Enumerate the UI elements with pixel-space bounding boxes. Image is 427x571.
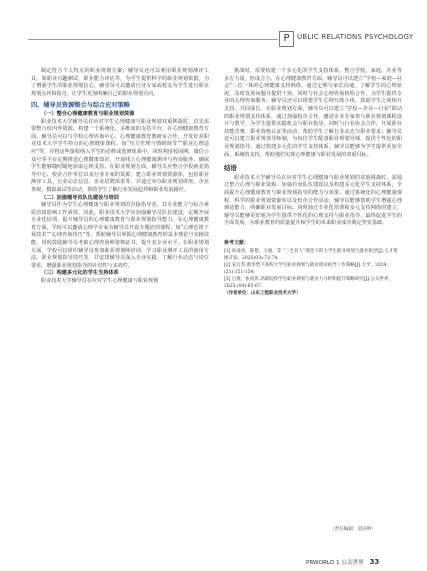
reference-item: [2] 安万苏.新形势下高校大学生职业规划与就业创业指导工作策略[J].大学，2024,(21):151-154. (224, 262, 388, 275)
responsible-editor: （责任编辑：袁田婷） (330, 527, 376, 532)
right-column (224, 68, 402, 297)
section-title: UBLIC RELATIONS PSYCHOLOGY (297, 33, 414, 41)
header-rule (28, 39, 278, 40)
reference-item: [3] 吕燕，张真真.高职院校学生职业规划与就业力分析和提升策略研究[J].公关世界，2025,(04):65-67. (224, 276, 393, 289)
page-number: 33 (369, 558, 380, 566)
subsection-heading: （二）加强辅导员队伍建设与培训 (41, 194, 119, 201)
section-heading: 四、辅导员资源整合与综合应对策略 (31, 102, 130, 110)
body-paragraph: 职业技术大学辅导员在应对学生心理健康与职业规划的双重挑战时，需通过整合心理与职业资源、加强自身队伍建设以及构建多元化学生支持体系，全面提升心理健康教育与职业规划指导的能力与效果。通过系统化的心理健康课程、科学的职业规划资源库以及校企合作活动，辅导员能够帮助学生增强心理调适能力、明确职业发展目标。同时通过专业化培训和多元支持网络的建立，辅导员能够更好地为学生提供个性化的心理支持与职业指导，最终促进学生的全面发展。为职业教育的质量提升和学生的未来职业成功奠定坚实基础。 (224, 174, 402, 227)
body-paragraph: 职业技术大学辅导员在应对学生心理健康与职业规划双重挑战时，首先需要整合校内外资源，构建一个系统化、多维度的支持平台。在心理健康教育方面，辅导员可以与学校心理咨询中心、心理健康教育教研室合作，开发针对职业技术大学学生特点的心理健康课程。如“压力管理与情绪调节”“职业心理适应”等，并将这些课程纳入学生的必修或选修体系中，同时利用校园网、微信公众号等平台定期推送心理健康知识，开展线上心理健康测评与咨询服务，确保学生能够随时随地获取心理支持。在职业规划方面，辅导员应整合学校就业指导中心、校企合作单位以及行业专家的资源，建立职业规划资源库，包括职业测评工具、行业动态信息、企业招聘需求等，并通过举办职业规划讲座、企业参观、模拟面试等活动，帮助学生了解行业发展趋势和职业发展路径。 (31, 118, 209, 193)
page-footer (306, 558, 379, 566)
conclusion-heading: 结语 (224, 164, 237, 173)
subsection-heading: （一）整合心理健康教育与职业规划资源 (41, 110, 135, 117)
body-paragraph: 挑战时，需要构建一个多元化的学生支持体系。整合学校、家庭、企业等多方力量，形成合力。在心理健康教育方面，辅导员可以建立“学校—家庭—社会”三位一体的心理健康支持网络，通过定期与家长沟通，了解学生的心理状况，及时发现问题并提供干预，同时与社会心理咨询机构合作，为学生提供专业的心理咨询服务；辅导员还可以组建学生心理互助小组，鼓励学生之间相互支持、共同成长。在职业规划方面，辅导员可以建立“学校—企业—行业”联动的职业规划支持体系，通过加强校企合作，邀请企业专家参与职业规划课程设计与教学，为学生提供实践机会与职业指导，同时与行业协会合作，开展职业技能竞赛、职业资格认证等活动，帮助学生了解行业动态与职业要求；辅导员还可以建立职业规划导师制，为每位学生配备职业规划导师，提供个性化的职业规划指导。通过构建多元化的学生支持体系，辅导员能够为学生提供更加全面、系统的支持，帮助他们实现心理健康与职业发展的双重目标。 (224, 68, 402, 158)
body-paragraph: 辅导员作为学生心理健康与职业规划的直接指导者，其专业能力与综合素质直接影响工作成效。因此，职业技术大学应加强辅导员队伍建设，定期开展专业化培训，提升辅导员的心理健康教育与职业规划指导能力。在心理健康教育方面，学校可以邀请心理学专家为辅导员开设专题培训课程，如“心理危机干预技术”“心理咨询技巧”等，帮助辅导员掌握心理健康教育的基本理论与实操技能，同时鼓励辅导员考取心理咨询师资格证书，提升其专业水平。在职业规划方面，学校可以组织辅导员参加职业规划师培训，学习职业测评工具的使用方法、职业规划指导技巧等，并安排辅导员深入企业实践，了解行业动态与岗位要求，增强职业规划指导的针对性与实效性。 (31, 202, 209, 269)
body-paragraph: 制定符合个人特点的职业规划方案；辅导员还可以利用职业规划测评工具，如职业兴趣测试、职业能力评估等，为学生提供科学的职业规划依据。为了增强学生的职业规划信心，辅导员可以邀请行业专家或校友为学生进行职业规划点评和指导，让学生更加明确自己的职业规划方向。 (31, 68, 209, 97)
body-paragraph: 职业技术大学辅导员在应对学生心理健康与职业规划 (41, 278, 159, 285)
references (224, 240, 402, 297)
author-affiliation: （作者单位：山东工程职业技术大学） (224, 290, 301, 296)
section-initial-box: P (279, 31, 294, 47)
left-column (31, 68, 209, 286)
references-title: 参考文献： (224, 239, 250, 246)
subsection-heading: （三）构建多元化的学生支持体系 (41, 270, 119, 277)
reference-item: [1] 孙凌涛，陈艳，王俊，等.“三全育人”理念下的大学生职业规划与就业指导[J].人才资源开发，2025(03):72-74. (224, 248, 398, 261)
magazine-name: PRWORLD 1 公关世界 (306, 560, 364, 566)
